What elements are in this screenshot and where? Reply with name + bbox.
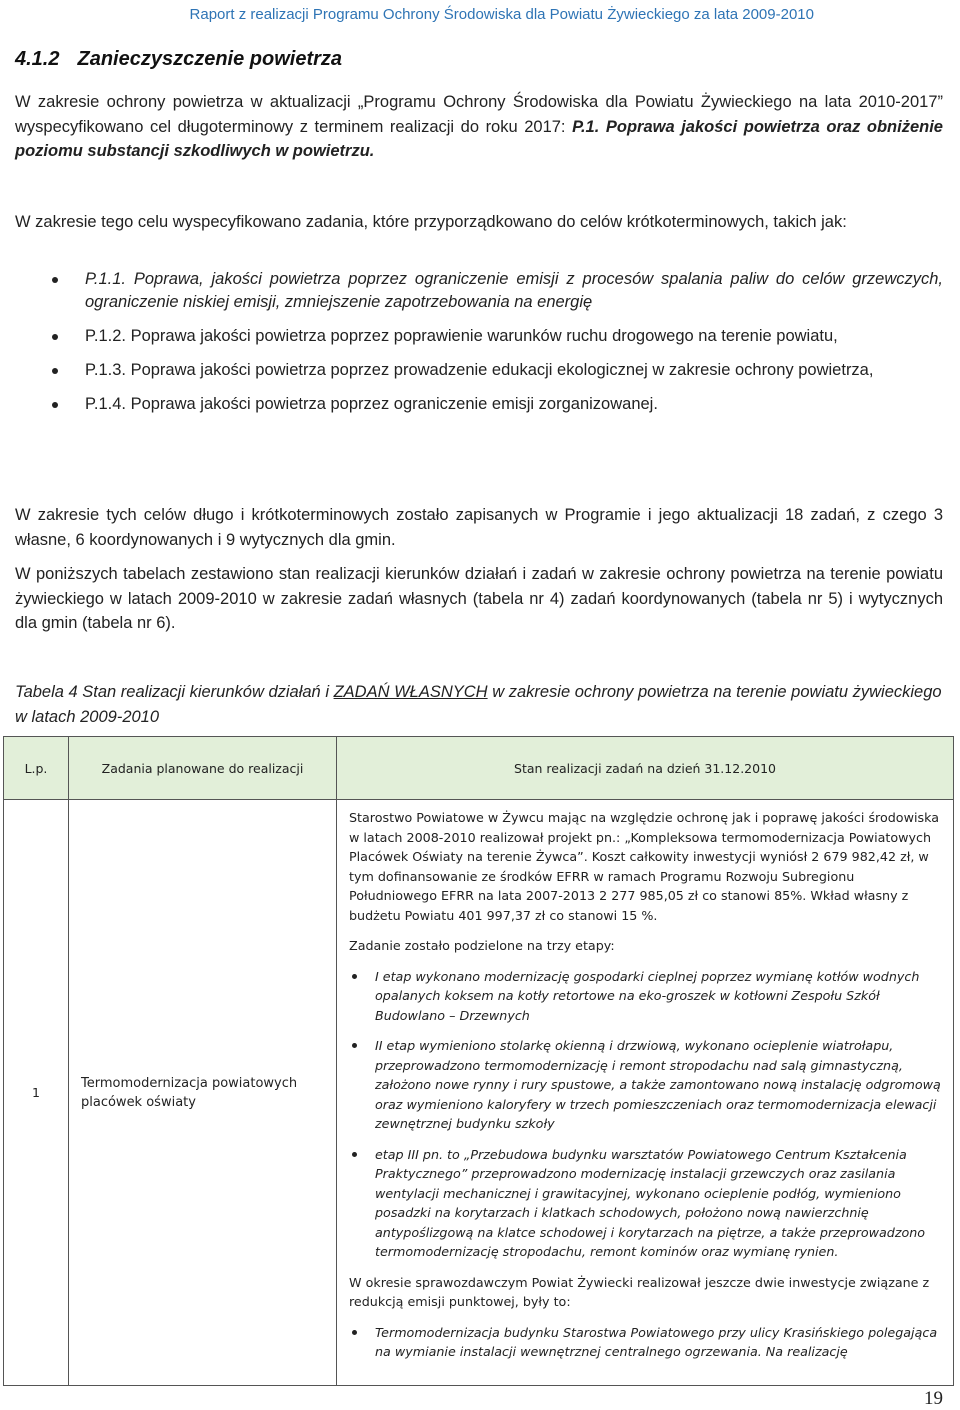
section-number: 4.1.2 bbox=[15, 48, 60, 70]
list-item: P.1.2. Poprawa jakości powietrza poprzez poprawienie warunków ruchu drogowego na terenie powiatu, bbox=[15, 325, 943, 348]
intro-text: W zakresie ochrony powietrza w aktualizacji „Programu Ochrony Środowiska dla Powiatu Żywieckiego na lata 2010-2017” wyspecyfikowano cel długoterminowy z terminem realizacji do roku 2017: bbox=[15, 93, 943, 136]
long-term-goal: P.1. Poprawa jakości powietrza oraz obniżenie poziomu substancji szkodliwych w powietrzu. bbox=[15, 117, 943, 160]
intro-paragraph bbox=[15, 90, 943, 164]
header-status: Stan realizacji zadań na dzień 31.12.2010 bbox=[337, 737, 954, 800]
cell-status bbox=[337, 800, 954, 1386]
table-row bbox=[4, 800, 954, 1386]
table-caption bbox=[15, 680, 945, 730]
section-title: Zanieczyszczenie powietrza bbox=[77, 48, 343, 70]
list-item: I etap wykonano modernizację gospodarki cieplnej poprzez wymianę kotłów wodnych opalanych koksem na kotły retortowe na eko-groszek w kotłowni Zespołu Szkół Budowlano – Drzewnych bbox=[349, 967, 941, 1026]
cell-lp: 1 bbox=[4, 800, 69, 1386]
status-table bbox=[3, 736, 954, 1386]
section-heading bbox=[15, 48, 342, 71]
summary-paragraph: W zakresie tych celów długo i krótkoterminowych zostało zapisanych w Programie i jego aktualizacji 18 zadań, z czego 3 własne, 6 koordynowanych i 9 wytycznych dla gmin. bbox=[15, 506, 943, 549]
list-item: etap III pn. to „Przebudowa budynku warsztatów Powiatowego Centrum Kształcenia Praktycznego” przeprowadzono modernizację instalacji grzewczych oraz zasilania wentylacji mechanicznej i grawitacyjnej, wykonano ocieplenie podłóg, wymieniono posadzki na korytarzach i klatkach schodowych, położono nową nawierzchnię antypoślizgową na klatce schodowej i korytarzach na piętrze, a także przeprowadzono termomodernizację stropodachu, remont kominów oraz wymianę rynien. bbox=[349, 1145, 941, 1262]
status-paragraph: W okresie sprawozdawczym Powiat Żywiecki realizował jeszcze dwie inwestycje związane z redukcją emisji punktowej, były to: bbox=[349, 1274, 930, 1309]
list-item: P.1.3. Poprawa jakości powietrza poprzez prowadzenie edukacji ekologicznej w zakresie ochrony powietrza, bbox=[15, 359, 943, 382]
cell-task: Termomodernizacja powiatowych placówek oświaty bbox=[69, 800, 337, 1386]
caption-underlined: ZADAŃ WŁASNYCH bbox=[333, 683, 488, 701]
status-paragraph: Zadanie zostało podzielone na trzy etapy: bbox=[349, 938, 615, 953]
table-header-row bbox=[4, 737, 954, 800]
header-tasks: Zadania planowane do realizacji bbox=[69, 737, 337, 800]
short-term-goals-list bbox=[15, 268, 943, 427]
stages-list bbox=[349, 967, 941, 1262]
caption-text-end: w zakresie ochrony powietrza na terenie powiatu żywieckiego w latach 2009-2010 bbox=[15, 683, 942, 726]
tables-intro-paragraph: W poniższych tabelach zestawiono stan realizacji kierunków działań i zadań w zakresie ochrony powietrza na terenie powiatu żywieckiego w latach 2009-2010 w zakresie zadań własnych (tabela nr 4) zadań koordynowanych (tabela nr 5) i wytycznych dla gmin (tabela nr 6). bbox=[15, 565, 943, 632]
header-lp: L.p. bbox=[4, 737, 69, 800]
list-item: P.1.4. Poprawa jakości powietrza poprzez ograniczenie emisji zorganizowanej. bbox=[15, 393, 943, 416]
status-paragraph: Starostwo Powiatowe w Żywcu mając na względzie ochronę jak i poprawę jakości środowiska w latach 2008-2010 realizował projekt pn.: „Kompleksowa termomodernizacja Powiatowych Placówek Oświaty na terenie Żywca”. Koszt całkowity inwestycji wyniósł 2 679 982,42 zł, w tym dofinansowanie ze środków EFRR w ramach Programu Rozwoju Subregionu Południowego EFRR na lata 2007-2013 2 277 985,05 zł co stanowi 85%. Wkład własny z budżetu Powiatu 401 997,37 zł co stanowi 15 %. bbox=[349, 810, 939, 923]
caption-text: Tabela 4 Stan realizacji kierunków działań i bbox=[15, 683, 334, 701]
running-header: Raport z realizacji Programu Ochrony Środowiska dla Powiatu Żywieckiego za lata 2009-2010 bbox=[189, 6, 814, 23]
list-item: Termomodernizacja budynku Starostwa Powiatowego przy ulicy Krasińskiego polegająca na wymianie instalacji wewnętrznej centralnego ogrzewania. Na realizację bbox=[349, 1323, 941, 1362]
investments-list bbox=[349, 1323, 941, 1362]
page-number: 19 bbox=[924, 1388, 943, 1409]
list-item: II etap wymieniono stolarkę okienną i drzwiową, wykonano ocieplenie wiatrołapu, przeprowadzono termomodernizację i remont stropodachu nad salą gimnastyczną, założono nowe rynny i rury spustowe, a także zamontowano nową instalację odgromową oraz wymieniono kaloryfery w trzech pomieszczeniach oraz termomodernizacja elewacji zewnętrznej budynku szkoły bbox=[349, 1036, 941, 1134]
tasks-intro-paragraph: W zakresie tego celu wyspecyfikowano zadania, które przyporządkowano do celów krótkoterminowych, takich jak: bbox=[15, 213, 847, 231]
list-item: P.1.1. Poprawa, jakości powietrza poprzez ograniczenie emisji z procesów spalania paliw do celów grzewczych, ograniczenie niskiej emisji, zmniejszenie zapotrzebowania na energię bbox=[15, 268, 943, 314]
